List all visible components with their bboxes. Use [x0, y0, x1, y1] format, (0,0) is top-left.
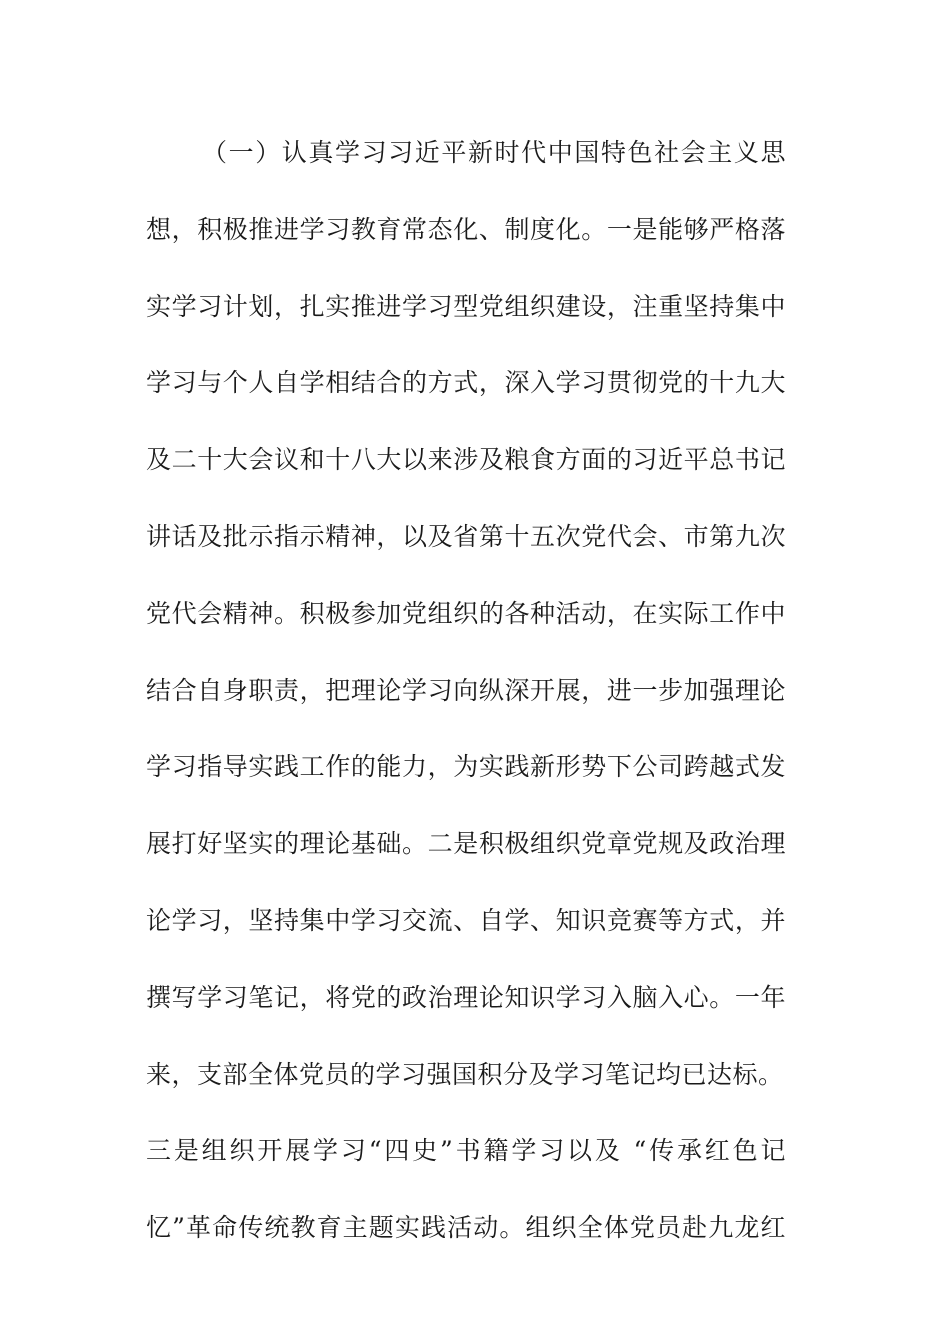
paragraph-line: 学习与个人自学相结合的方式，深入学习贯彻党的十九大 — [146, 368, 786, 398]
body-paragraph — [146, 127, 786, 1279]
paragraph-line: 党代会精神。积极参加党组织的各种活动，在实际工作中 — [146, 598, 786, 628]
paragraph-line: 展打好坚实的理论基础。二是积极组织党章党规及政治理 — [146, 829, 786, 859]
paragraph-line: 学习指导实践工作的能力，为实践新形势下公司跨越式发 — [146, 752, 786, 782]
paragraph-line: 结合自身职责，把理论学习向纵深开展，进一步加强理论 — [146, 675, 786, 705]
paragraph-line: 实学习计划，扎实推进学习型党组织建设，注重坚持集中 — [146, 291, 786, 321]
paragraph-line: 来，支部全体党员的学习强国积分及学习笔记均已达标。 — [146, 1059, 784, 1089]
paragraph-line: （一）认真学习习近平新时代中国特色社会主义思 — [202, 138, 786, 167]
paragraph-line: 忆”革命传统教育主题实践活动。组织全体党员赴九龙红 — [146, 1213, 786, 1243]
paragraph-line: 撰写学习笔记，将党的政治理论知识学习入脑入心。一年 — [146, 982, 786, 1012]
paragraph-line: 想，积极推进学习教育常态化、制度化。一是能够严格落 — [146, 214, 786, 244]
paragraph-line: 三是组织开展学习“四史”书籍学习以及 “传承红色记 — [146, 1136, 786, 1166]
paragraph-line: 论学习，坚持集中学习交流、自学、知识竞赛等方式，并 — [146, 905, 786, 935]
paragraph-line: 讲话及批示指示精神，以及省第十五次党代会、市第九次 — [146, 521, 786, 551]
paragraph-line: 及二十大会议和十八大以来涉及粮食方面的习近平总书记 — [146, 445, 786, 475]
